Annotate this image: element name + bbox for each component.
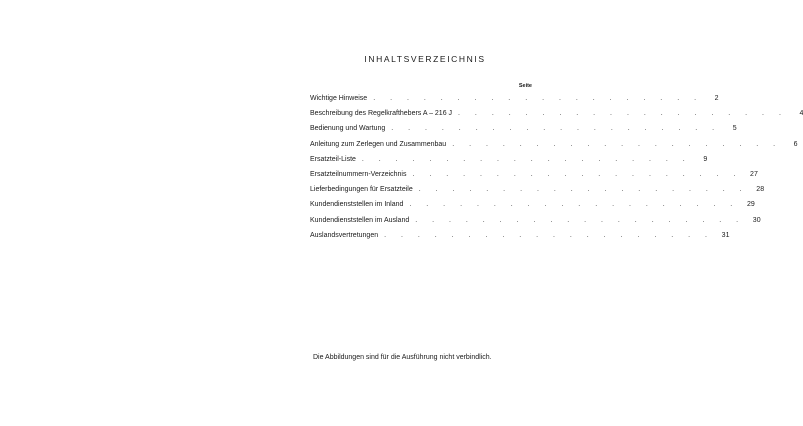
toc-entry-label: Kundendienststellen im Inland [310,201,404,209]
page-column-header: Seite [518,83,532,89]
toc-leader-dots: . . . . . . . . . . . . . . . . . . . . [361,155,692,163]
toc-leader-dots: . . . . . . . . . . . . . . . . . . . . [412,170,742,178]
toc-leader-dots: . . . . . . . . . . . . . . . . . . . . [452,140,782,148]
toc-entry-label: Anleitung zum Zerlegen und Zusammenbau [310,140,447,148]
toc-leader-dots: . . . . . . . . . . . . . . . . . . . . [373,95,703,102]
toc-leader-dots: . . . . . . . . . . . . . . . . . . . . [418,186,749,194]
toc-entry-page: 4 [799,110,803,118]
toc-entry-page: 5 [732,125,737,133]
toc-entry-page: 27 [750,170,758,178]
toc-entry [310,95,719,110]
toc-entry-label: Ersatzteilnummern-Verzeichnis [310,170,407,178]
footer-note: Die Abbildungen sind für die Ausführung nicht verbindlich. [313,354,492,361]
toc-entry [310,155,708,171]
toc-leader-dots: . . . . . . . . . . . . . . . . . . . . [409,201,739,209]
toc-entry-page: 29 [746,201,755,209]
toc-entry-label: Kundendienststellen im Ausland [310,216,410,224]
toc-entry [310,201,755,216]
toc-entry-page: 31 [721,231,730,239]
toc-entry-page: 28 [756,186,765,194]
toc-entry-page: 9 [703,155,708,163]
toc-entry-page: 30 [752,216,761,224]
toc-entry-label: Auslandsvertretungen [310,231,379,239]
toc-entry [310,231,730,247]
toc-entry-label: Ersatzteil-Liste [310,155,356,163]
toc-entry [310,170,758,186]
toc-entry [310,110,803,125]
toc-entry-label: Wichtige Hinweise [310,95,368,102]
toc-entry [310,125,737,140]
toc-entry-page: 6 [793,140,798,148]
table-of-contents [310,95,803,247]
toc-entry [310,186,765,201]
toc-entry [310,216,761,232]
toc-leader-dots: . . . . . . . . . . . . . . . . . . . . [391,125,721,133]
toc-leader-dots: . . . . . . . . . . . . . . . . . . . . [415,216,745,224]
toc-leader-dots: . . . . . . . . . . . . . . . . . . . . [384,231,714,239]
page-title: INHALTSVERZEICHNIS [364,54,486,64]
toc-entry-label: Bedienung und Wartung [310,125,386,133]
toc-entry [310,140,798,156]
toc-entry-page: 2 [714,95,719,102]
toc-leader-dots: . . . . . . . . . . . . . . . . . . . . [458,110,788,118]
toc-entry-label: Lieferbedingungen für Ersatzteile [310,186,413,194]
toc-entry-label: Beschreibung des Regelkrafthebers A – 216 J [310,110,453,118]
